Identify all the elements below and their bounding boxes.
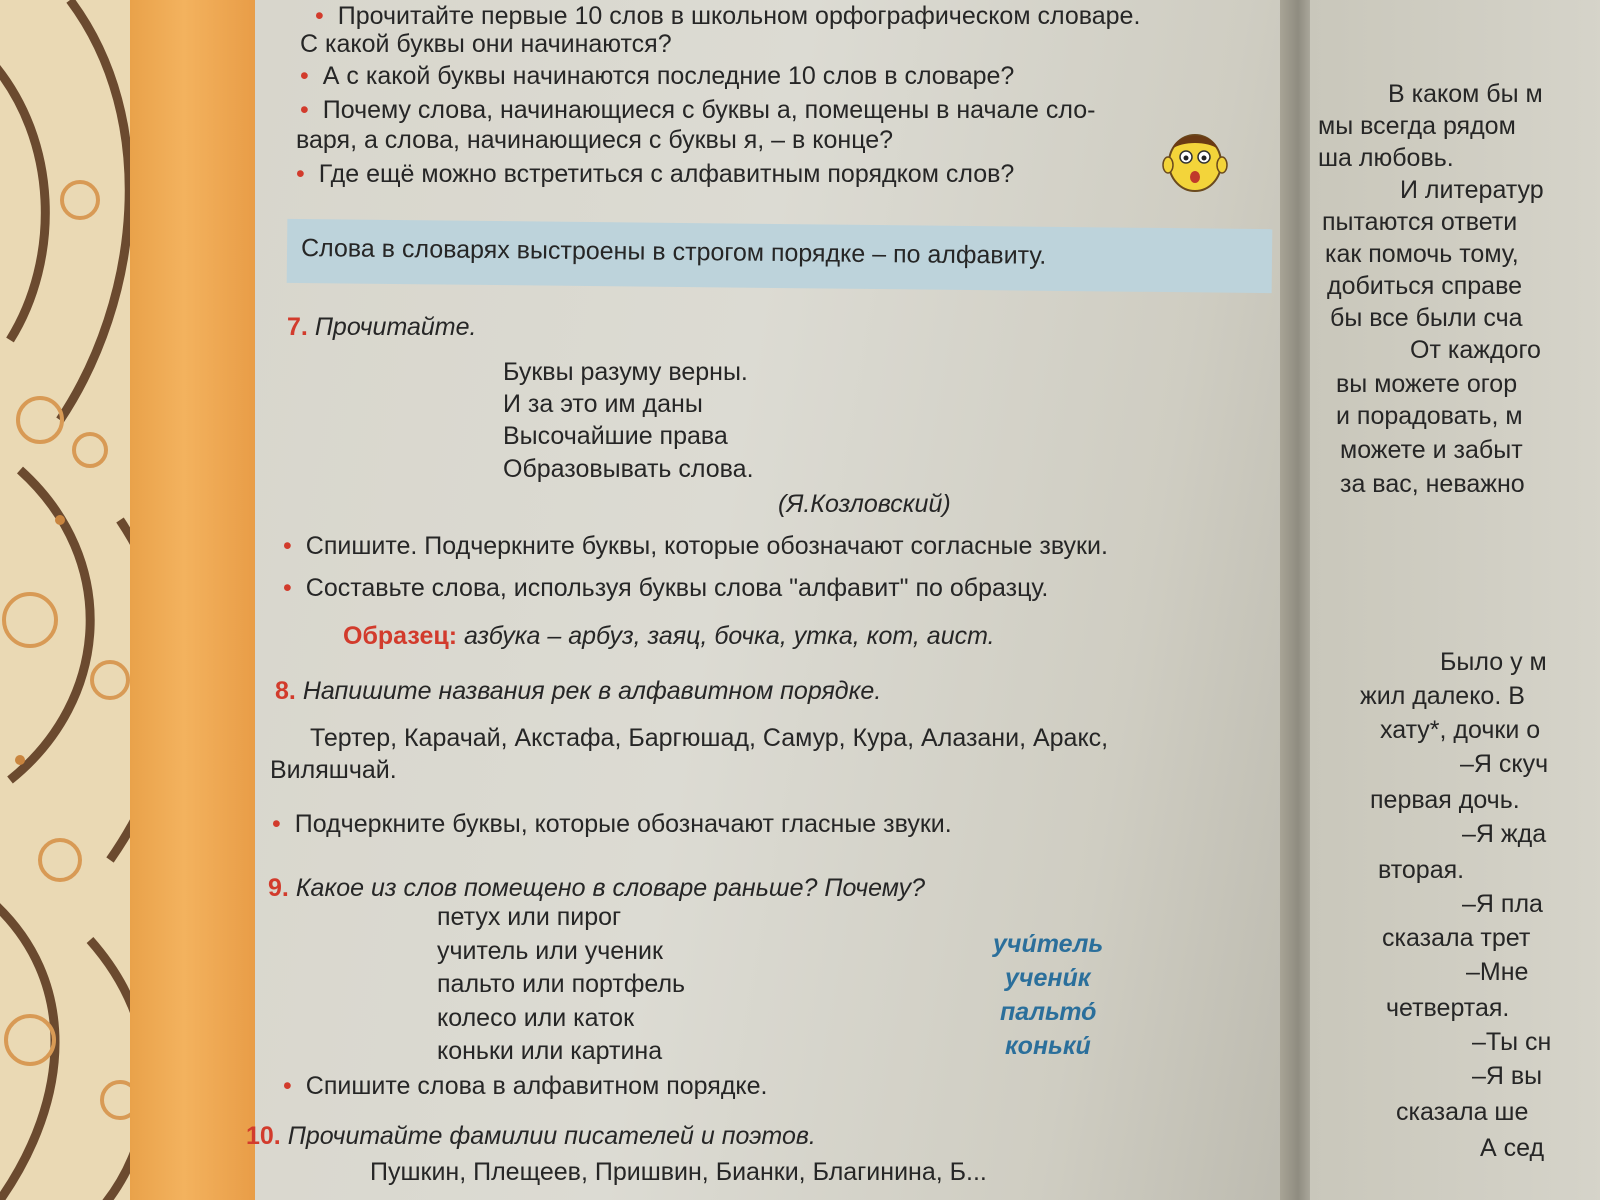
word-pair: колесо или каток: [437, 1004, 635, 1032]
right-page-line: –Я скуч: [1460, 750, 1549, 778]
word-pair: петух или пирог: [437, 903, 622, 931]
right-page-line: А сед: [1480, 1134, 1545, 1162]
right-page-line: –Ты сн: [1472, 1028, 1552, 1056]
question-line: варя, а слова, начинающиеся с буквы я, – в конце?: [296, 126, 894, 154]
right-page-line: сказала ше: [1396, 1098, 1529, 1126]
sample-line: Образец: азбука – арбуз, заяц, бочка, утка, кот, аист.: [343, 622, 995, 650]
question-line: • Почему слова, начинающиеся с буквы а, помещены в начале сло-: [300, 96, 1096, 124]
rule-text: Слова в словарях выстроены в строгом порядке – по алфавиту.: [300, 233, 1047, 270]
exercise-9-title: 9. Какое из слов помещено в словаре раньше? Почему?: [268, 874, 926, 902]
right-page-line: и порадовать, м: [1336, 402, 1523, 430]
right-page-line: –Я жда: [1462, 820, 1547, 848]
right-page-line: –Я вы: [1472, 1062, 1543, 1090]
word-pair: пальто или портфель: [437, 970, 686, 998]
question-line: • Где ещё можно встретиться с алфавитным порядком слов?: [296, 160, 1015, 188]
right-page-line: бы все были сча: [1330, 304, 1523, 332]
right-page-line: ша любовь.: [1318, 144, 1454, 172]
right-page-line: за вас, неважно: [1340, 470, 1525, 498]
question-line: • А с какой буквы начинаются последние 10 слов в словаре?: [300, 62, 1015, 90]
stress-word: учи́тель: [993, 930, 1104, 958]
word-pair: учитель или ученик: [437, 937, 663, 965]
right-page-line: добиться справе: [1327, 272, 1522, 300]
cartoon-face-icon: [1160, 125, 1230, 195]
right-page-line: мы всегда рядом: [1318, 112, 1516, 140]
poem-author: (Я.Козловский): [778, 490, 951, 518]
exercise-7-title: 7. Прочитайте.: [287, 313, 477, 341]
right-page-line: сказала трет: [1382, 924, 1531, 952]
right-page-line: От каждого: [1410, 336, 1541, 364]
stress-word: пальто́: [1000, 998, 1097, 1026]
right-page-line: можете и забыт: [1340, 436, 1523, 464]
right-page-line: Было у м: [1440, 648, 1547, 676]
right-page-line: –Мне: [1466, 958, 1529, 986]
poem-line: И за это им даны: [503, 390, 703, 418]
exercise-8-task: • Подчеркните буквы, которые обозначают гласные звуки.: [272, 810, 952, 838]
exercise-7-task1: • Спишите. Подчеркните буквы, которые обозначают согласные звуки.: [283, 532, 1108, 560]
writers-line: Пушкин, Плещеев, Пришвин, Бианки, Благинина, Б...: [370, 1158, 987, 1186]
right-page-line: первая дочь.: [1370, 786, 1520, 814]
exercise-7-task2: • Составьте слова, используя буквы слова "алфавит" по образцу.: [283, 574, 1049, 602]
poem-line: Образовывать слова.: [503, 455, 754, 483]
rule-banner: [287, 219, 1273, 293]
exercise-10-title: 10. Прочитайте фамилии писателей и поэтов.: [246, 1122, 816, 1150]
book-edge: [130, 0, 265, 1200]
stress-word: учени́к: [1005, 964, 1091, 992]
poem-line: Высочайшие права: [503, 422, 728, 450]
right-page-line: В каком бы м: [1388, 80, 1543, 108]
exercise-9-task: • Спишите слова в алфавитном порядке.: [283, 1072, 768, 1100]
right-page-line: пытаются ответи: [1322, 208, 1518, 236]
right-page-line: И литератур: [1400, 176, 1544, 204]
poem-line: Буквы разуму верны.: [503, 358, 748, 386]
stress-word: коньки́: [1005, 1032, 1091, 1060]
rivers-line: Тертер, Карачай, Акстафа, Баргюшад, Самур, Кура, Алазани, Аракс,: [310, 724, 1109, 752]
right-page-line: хату*, дочки о: [1380, 716, 1541, 744]
exercise-8-title: 8. Напишите названия рек в алфавитном порядке.: [275, 677, 882, 705]
right-page-line: –Я пла: [1462, 890, 1543, 918]
question-line: • Прочитайте первые 10 слов в школьном орфографическом словаре.: [315, 2, 1141, 30]
right-page-line: как помочь тому,: [1325, 240, 1519, 268]
right-page-line: четвертая.: [1386, 994, 1510, 1022]
rivers-line: Виляшчай.: [270, 756, 397, 784]
word-pair: коньки или картина: [437, 1037, 663, 1065]
right-page-line: вы можете огор: [1336, 370, 1518, 398]
question-line: С какой буквы они начинаются?: [300, 30, 672, 58]
right-page-line: вторая.: [1378, 856, 1465, 884]
right-page-line: жил далеко. В: [1360, 682, 1525, 710]
